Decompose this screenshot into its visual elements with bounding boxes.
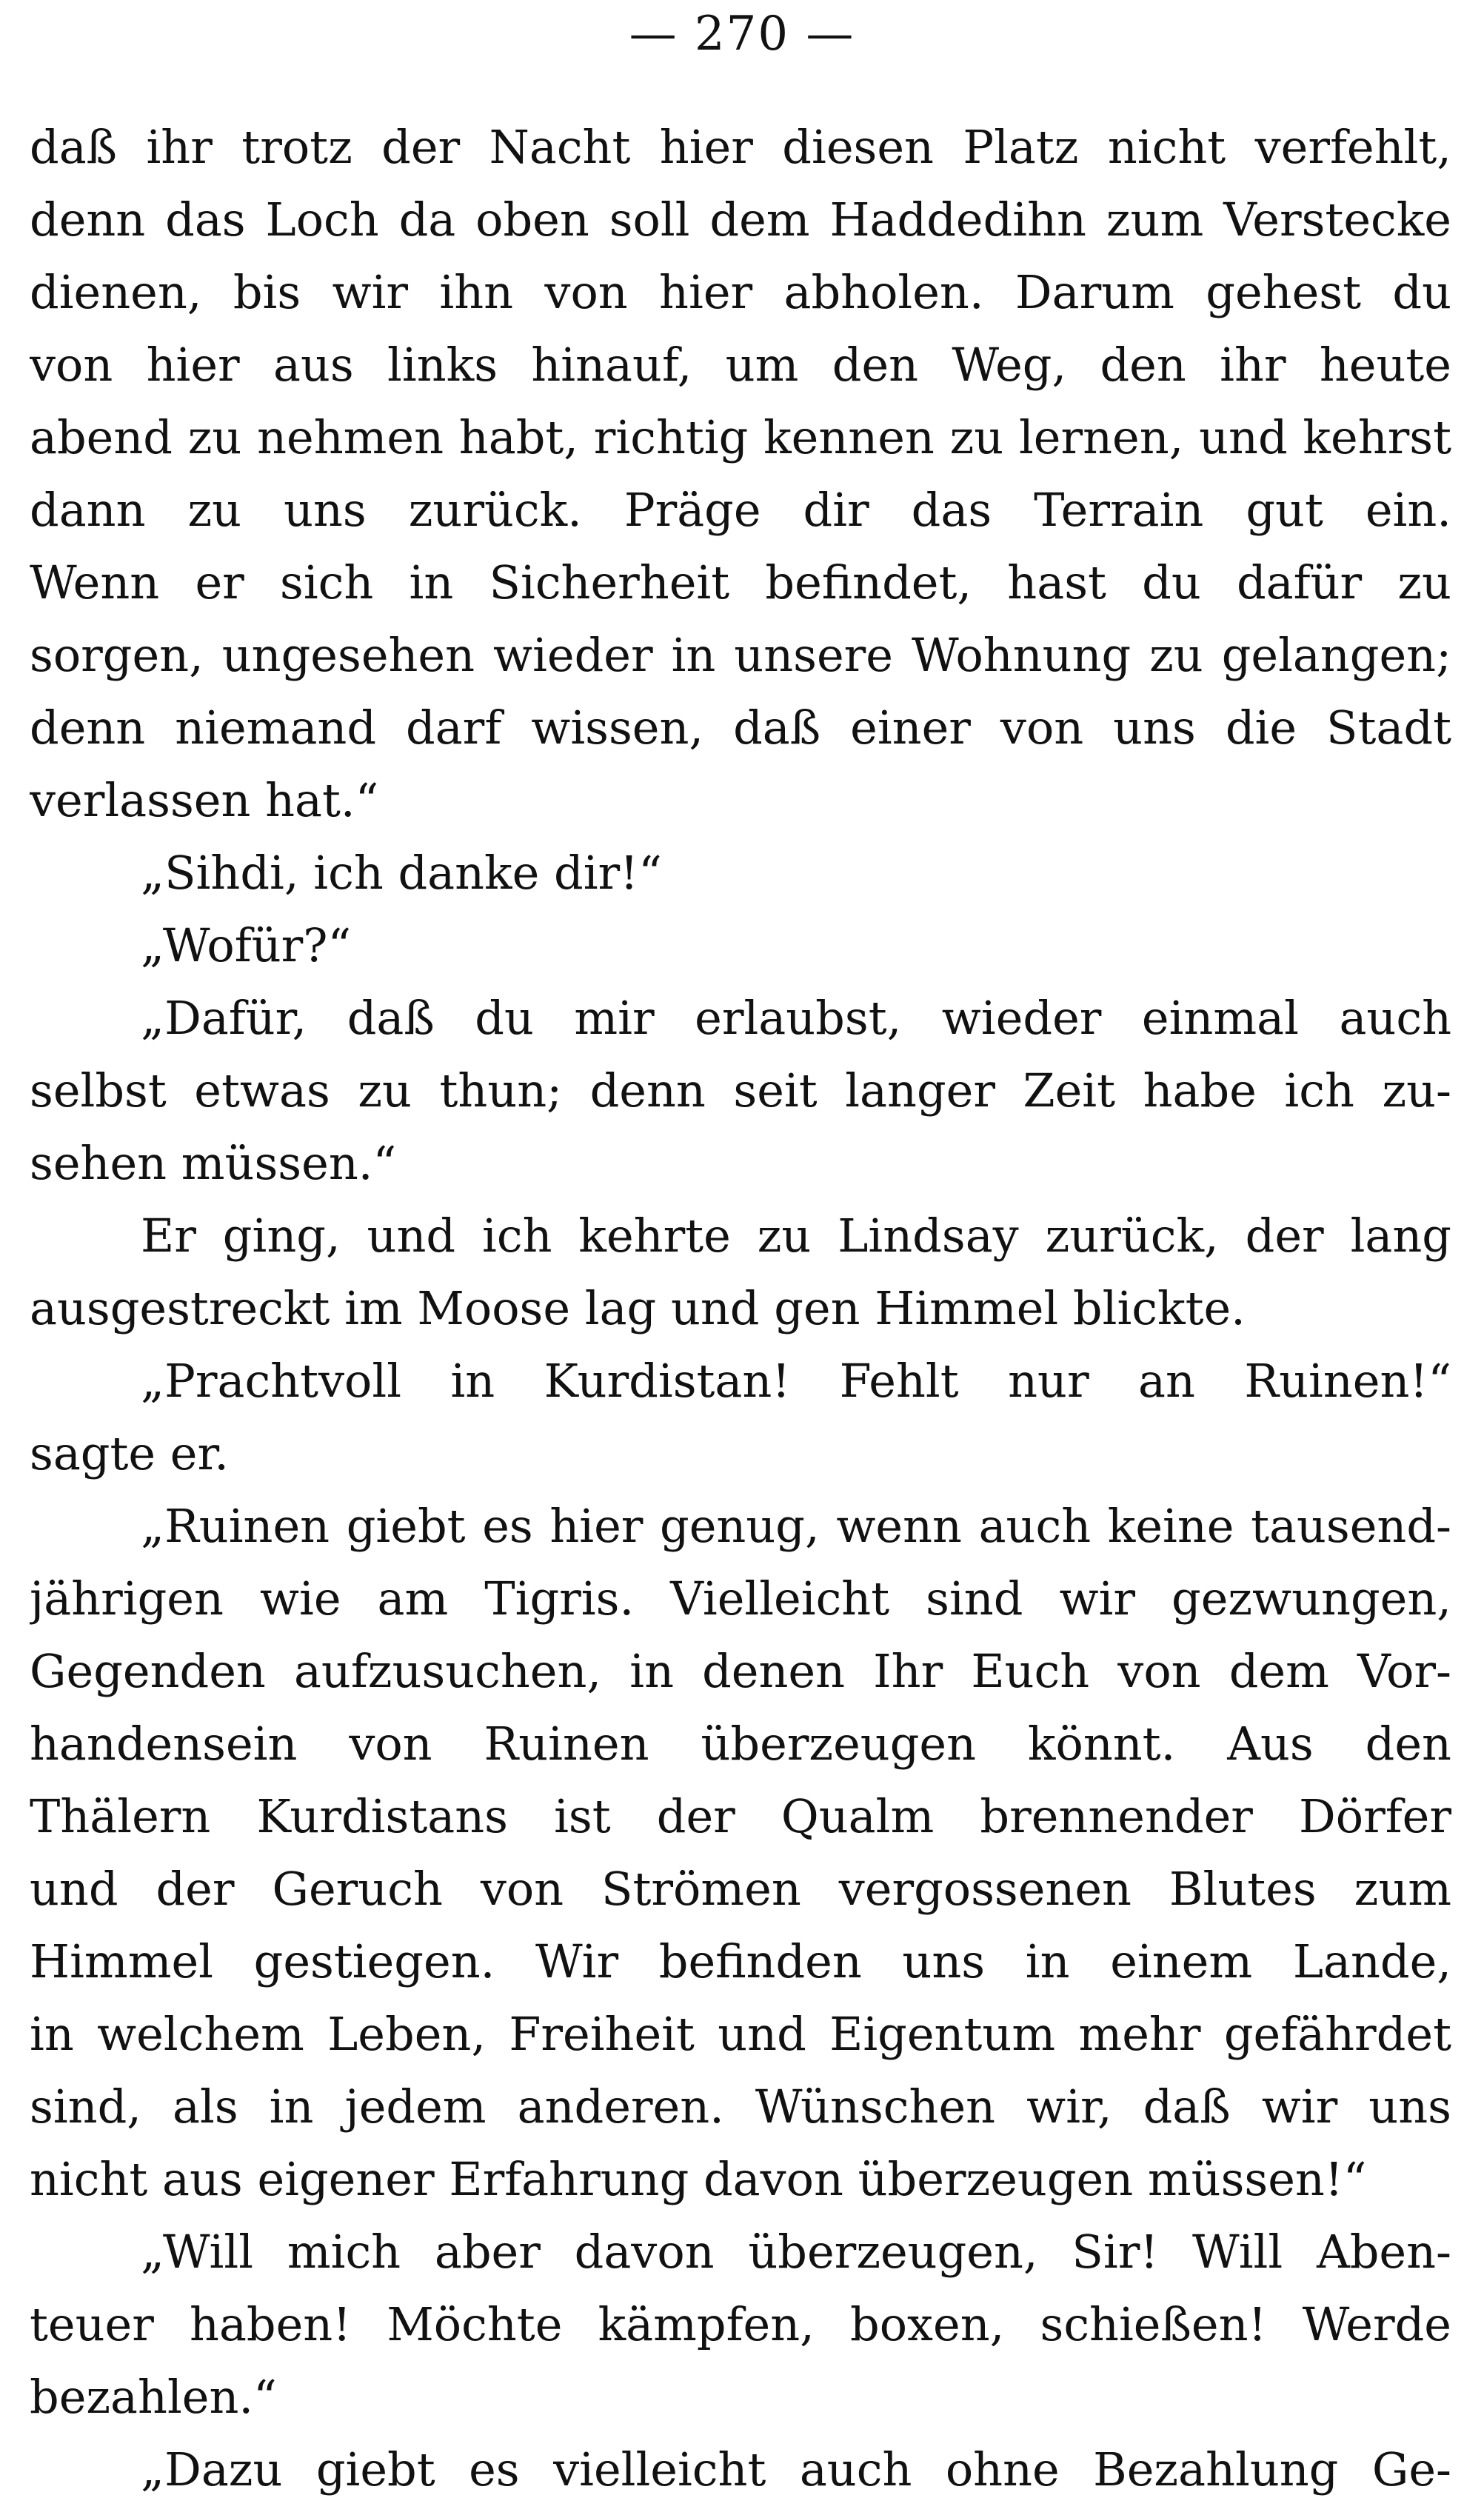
- text-line: von hier aus links hinauf, um den Weg, den ihr heute: [30, 338, 1451, 392]
- text-line: dann zu uns zurück. Präge dir das Terrain gut ein.: [30, 483, 1451, 537]
- page-number: — 270 —: [629, 7, 855, 61]
- text-line: jährigen wie am Tigris. Vielleicht sind wir gezwungen,: [30, 1572, 1451, 1626]
- text-line: Himmel gestiegen. Wir befinden uns in einem Lande,: [30, 1934, 1451, 1988]
- text-line: sorgen, ungesehen wieder in unsere Wohnung zu gelangen;: [30, 628, 1451, 682]
- text-line: verlassen hat.“: [30, 773, 379, 827]
- text-line: „Wofür?“: [141, 918, 352, 972]
- text-line: „Will mich aber davon überzeugen, Sir! Will Aben-: [141, 2225, 1451, 2279]
- text-line: sagte er.: [30, 1426, 230, 1480]
- text-line: nicht aus eigener Erfahrung davon überzeugen müssen!“: [30, 2152, 1367, 2206]
- text-line: teuer haben! Möchte kämpfen, boxen, schießen! Werde: [30, 2297, 1451, 2351]
- body-text: [30, 111, 1451, 2506]
- text-line: Thälern Kurdistans ist der Qualm brennender Dörfer: [30, 1789, 1451, 1843]
- text-line: denn niemand darf wissen, daß einer von uns die Stadt: [30, 701, 1451, 755]
- text-line: Gegenden aufzusuchen, in denen Ihr Euch von dem Vor-: [30, 1644, 1451, 1698]
- text-line: bezahlen.“: [30, 2370, 277, 2424]
- text-line: und der Geruch von Strömen vergossenen Blutes zum: [30, 1862, 1451, 1916]
- text-line: sind, als in jedem anderen. Wünschen wir, daß wir uns: [30, 2080, 1451, 2134]
- text-line: in welchem Leben, Freiheit und Eigentum mehr gefährdet: [30, 2007, 1451, 2061]
- text-line: Er ging, und ich kehrte zu Lindsay zurück, der lang: [141, 1209, 1451, 1263]
- text-line: ausgestreckt im Moose lag und gen Himmel blickte.: [30, 1281, 1246, 1335]
- text-line: sehen müssen.“: [30, 1136, 397, 1190]
- text-line: „Dafür, daß du mir erlaubst, wieder einmal auch: [141, 991, 1451, 1045]
- text-line: abend zu nehmen habt, richtig kennen zu lernen, und kehrst: [30, 410, 1451, 464]
- text-line: dienen, bis wir ihn von hier abholen. Darum gehest du: [30, 265, 1451, 319]
- text-line: denn das Loch da oben soll dem Haddedihn zum Verstecke: [30, 193, 1451, 247]
- text-line: „Ruinen giebt es hier genug, wenn auch keine tausend-: [141, 1499, 1451, 1553]
- text-line: „Prachtvoll in Kurdistan! Fehlt nur an Ruinen!“: [141, 1354, 1451, 1408]
- text-line: daß ihr trotz der Nacht hier diesen Platz nicht verfehlt,: [30, 120, 1451, 174]
- text-line: „Sihdi, ich danke dir!“: [141, 846, 662, 900]
- text-line: selbst etwas zu thun; denn seit langer Zeit habe ich zu-: [30, 1063, 1451, 1118]
- text-line: handensein von Ruinen überzeugen könnt. Aus den: [30, 1717, 1451, 1771]
- text-line: „Dazu giebt es vielleicht auch ohne Bezahlung Ge-: [141, 2442, 1451, 2496]
- text-line: Wenn er sich in Sicherheit befindet, hast du dafür zu: [30, 555, 1451, 609]
